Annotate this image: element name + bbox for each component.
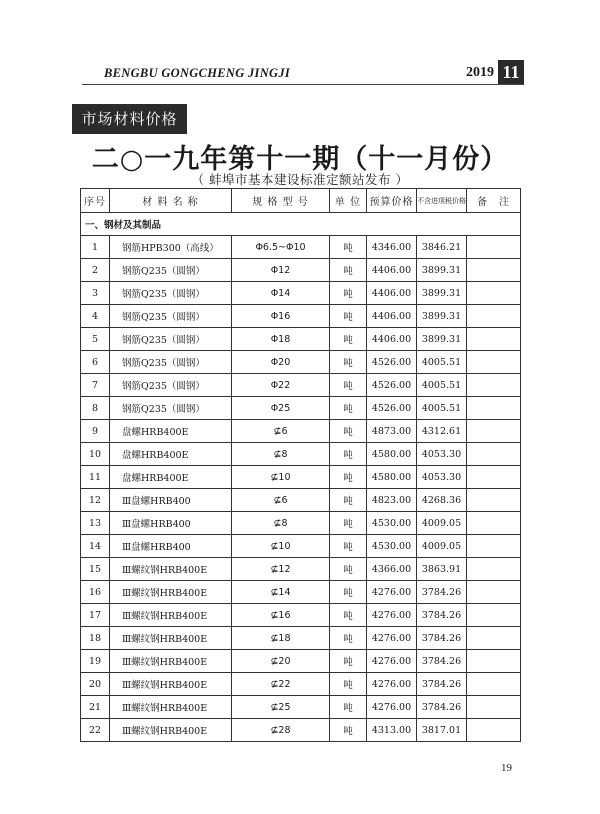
row-no: 11 <box>81 466 110 489</box>
journal-name: BENGBU GONGCHENG JINGJI <box>104 66 291 80</box>
row-note <box>467 719 521 742</box>
row-note <box>467 489 521 512</box>
row-no: 8 <box>81 397 110 420</box>
row-spec: ⊈10 <box>232 535 330 558</box>
row-net-price: 3899.31 <box>417 328 467 351</box>
row-net-price: 3784.26 <box>417 627 467 650</box>
row-unit: 吨 <box>330 673 367 696</box>
table-row <box>81 673 521 696</box>
row-net-price: 4312.61 <box>417 420 467 443</box>
row-unit: 吨 <box>330 719 367 742</box>
row-price: 4406.00 <box>367 282 417 305</box>
row-unit: 吨 <box>330 466 367 489</box>
row-price: 4406.00 <box>367 259 417 282</box>
row-no: 13 <box>81 512 110 535</box>
row-net-price: 3846.21 <box>417 236 467 259</box>
row-price: 4346.00 <box>367 236 417 259</box>
table-row <box>81 259 521 282</box>
row-note <box>467 420 521 443</box>
row-net-price: 3784.26 <box>417 581 467 604</box>
table-row <box>81 696 521 719</box>
row-name: 钢筋Q235（圆钢） <box>110 397 232 420</box>
row-name: 钢筋Q235（圆钢） <box>110 374 232 397</box>
row-spec: ⊈20 <box>232 650 330 673</box>
category-row <box>81 213 521 236</box>
col-header-price: 预算价格 <box>367 189 417 213</box>
row-net-price: 3817.01 <box>417 719 467 742</box>
row-note <box>467 443 521 466</box>
table-row <box>81 650 521 673</box>
row-no: 6 <box>81 351 110 374</box>
row-unit: 吨 <box>330 443 367 466</box>
row-price: 4580.00 <box>367 466 417 489</box>
row-unit: 吨 <box>330 374 367 397</box>
row-no: 22 <box>81 719 110 742</box>
row-unit: 吨 <box>330 305 367 328</box>
row-note <box>467 535 521 558</box>
row-no: 4 <box>81 305 110 328</box>
category-label: 一、钢材及其制品 <box>81 213 521 236</box>
row-no: 12 <box>81 489 110 512</box>
row-note <box>467 696 521 719</box>
row-price: 4526.00 <box>367 351 417 374</box>
row-unit: 吨 <box>330 420 367 443</box>
row-no: 3 <box>81 282 110 305</box>
row-name: Ⅲ螺纹钢HRB400E <box>110 673 232 696</box>
row-name: 盘螺HRB400E <box>110 420 232 443</box>
row-name: 钢筋HPB300（高线） <box>110 236 232 259</box>
row-no: 5 <box>81 328 110 351</box>
row-spec: Φ18 <box>232 328 330 351</box>
table-row <box>81 351 521 374</box>
row-name: 钢筋Q235（圆钢） <box>110 328 232 351</box>
row-net-price: 4005.51 <box>417 374 467 397</box>
row-spec: ⊈6 <box>232 420 330 443</box>
row-spec: ⊈22 <box>232 673 330 696</box>
table-row <box>81 397 521 420</box>
row-spec: ⊈28 <box>232 719 330 742</box>
row-spec: ⊈14 <box>232 581 330 604</box>
row-spec: Φ14 <box>232 282 330 305</box>
table-row <box>81 535 521 558</box>
row-name: 盘螺HRB400E <box>110 466 232 489</box>
row-name: Ⅲ螺纹钢HRB400E <box>110 581 232 604</box>
row-net-price: 3784.26 <box>417 696 467 719</box>
row-price: 4276.00 <box>367 604 417 627</box>
row-spec: ⊈25 <box>232 696 330 719</box>
running-header <box>82 60 524 84</box>
row-price: 4276.00 <box>367 627 417 650</box>
row-net-price: 4009.05 <box>417 535 467 558</box>
row-unit: 吨 <box>330 236 367 259</box>
col-header-no: 序号 <box>81 189 110 213</box>
row-price: 4276.00 <box>367 581 417 604</box>
table-row <box>81 604 521 627</box>
row-note <box>467 604 521 627</box>
row-price: 4873.00 <box>367 420 417 443</box>
row-no: 10 <box>81 443 110 466</box>
row-unit: 吨 <box>330 535 367 558</box>
row-no: 21 <box>81 696 110 719</box>
col-header-note: 备 注 <box>467 189 521 213</box>
table-header-row <box>81 189 521 213</box>
row-net-price: 4053.30 <box>417 443 467 466</box>
page-subtitle: （ 蚌埠市基本建设标准定额站发布 ） <box>191 172 409 187</box>
row-no: 16 <box>81 581 110 604</box>
row-no: 2 <box>81 259 110 282</box>
row-spec: Φ16 <box>232 305 330 328</box>
row-unit: 吨 <box>330 489 367 512</box>
table-row <box>81 627 521 650</box>
row-note <box>467 558 521 581</box>
row-unit: 吨 <box>330 328 367 351</box>
row-note <box>467 351 521 374</box>
row-name: Ⅲ螺纹钢HRB400E <box>110 627 232 650</box>
row-name: Ⅲ螺纹钢HRB400E <box>110 719 232 742</box>
row-price: 4530.00 <box>367 512 417 535</box>
row-net-price: 4005.51 <box>417 351 467 374</box>
row-no: 18 <box>81 627 110 650</box>
row-unit: 吨 <box>330 512 367 535</box>
row-price: 4366.00 <box>367 558 417 581</box>
table-row <box>81 282 521 305</box>
col-header-unit: 单 位 <box>330 189 367 213</box>
row-name: 盘螺HRB400E <box>110 443 232 466</box>
row-unit: 吨 <box>330 627 367 650</box>
page-number: 19 <box>501 762 512 774</box>
col-header-name: 材 料 名 称 <box>110 189 232 213</box>
row-spec: Φ25 <box>232 397 330 420</box>
col-header-net-price: 不含进项税价格 <box>417 189 467 213</box>
row-spec: ⊈12 <box>232 558 330 581</box>
table-row <box>81 558 521 581</box>
row-net-price: 3784.26 <box>417 604 467 627</box>
row-note <box>467 650 521 673</box>
row-price: 4276.00 <box>367 696 417 719</box>
page-title: 二○一九年第十一期（十一月份） <box>91 144 509 175</box>
row-price: 4276.00 <box>367 650 417 673</box>
row-note <box>467 627 521 650</box>
row-no: 17 <box>81 604 110 627</box>
row-note <box>467 328 521 351</box>
row-spec: ⊈10 <box>232 466 330 489</box>
table-row <box>81 466 521 489</box>
row-unit: 吨 <box>330 696 367 719</box>
row-name: Ⅲ螺纹钢HRB400E <box>110 604 232 627</box>
row-name: Ⅲ盘螺HRB400 <box>110 535 232 558</box>
row-unit: 吨 <box>330 558 367 581</box>
table-row <box>81 328 521 351</box>
row-unit: 吨 <box>330 650 367 673</box>
table-row <box>81 581 521 604</box>
row-price: 4406.00 <box>367 328 417 351</box>
row-spec: Φ22 <box>232 374 330 397</box>
row-note <box>467 397 521 420</box>
row-net-price: 3899.31 <box>417 282 467 305</box>
row-spec: Φ12 <box>232 259 330 282</box>
row-no: 7 <box>81 374 110 397</box>
row-note <box>467 374 521 397</box>
row-name: Ⅲ盘螺HRB400 <box>110 489 232 512</box>
row-no: 9 <box>81 420 110 443</box>
row-spec: ⊈16 <box>232 604 330 627</box>
table-row <box>81 719 521 742</box>
row-name: 钢筋Q235（圆钢） <box>110 282 232 305</box>
row-price: 4276.00 <box>367 673 417 696</box>
row-price: 4406.00 <box>367 305 417 328</box>
row-net-price: 4005.51 <box>417 397 467 420</box>
row-no: 1 <box>81 236 110 259</box>
row-spec: ⊈8 <box>232 512 330 535</box>
row-no: 20 <box>81 673 110 696</box>
row-name: 钢筋Q235（圆钢） <box>110 259 232 282</box>
table-row <box>81 374 521 397</box>
row-net-price: 3899.31 <box>417 259 467 282</box>
row-no: 19 <box>81 650 110 673</box>
row-net-price: 4053.30 <box>417 466 467 489</box>
row-price: 4823.00 <box>367 489 417 512</box>
row-note <box>467 259 521 282</box>
row-net-price: 4009.05 <box>417 512 467 535</box>
row-unit: 吨 <box>330 259 367 282</box>
row-price: 4530.00 <box>367 535 417 558</box>
row-net-price: 3784.26 <box>417 650 467 673</box>
row-unit: 吨 <box>330 581 367 604</box>
row-net-price: 3784.26 <box>417 673 467 696</box>
row-name: Ⅲ螺纹钢HRB400E <box>110 696 232 719</box>
row-net-price: 3863.91 <box>417 558 467 581</box>
row-spec: Φ6.5~Φ10 <box>232 236 330 259</box>
row-note <box>467 282 521 305</box>
row-net-price: 3899.31 <box>417 305 467 328</box>
row-name: Ⅲ螺纹钢HRB400E <box>110 558 232 581</box>
row-unit: 吨 <box>330 397 367 420</box>
row-note <box>467 673 521 696</box>
table-row <box>81 420 521 443</box>
row-name: Ⅲ盘螺HRB400 <box>110 512 232 535</box>
row-price: 4526.00 <box>367 397 417 420</box>
row-name: 钢筋Q235（圆钢） <box>110 351 232 374</box>
row-spec: ⊈18 <box>232 627 330 650</box>
table-row <box>81 489 521 512</box>
col-header-spec: 规 格 型 号 <box>232 189 330 213</box>
header-rule <box>82 84 524 85</box>
row-net-price: 4268.36 <box>417 489 467 512</box>
row-unit: 吨 <box>330 282 367 305</box>
row-note <box>467 466 521 489</box>
row-note <box>467 236 521 259</box>
row-name: Ⅲ螺纹钢HRB400E <box>110 650 232 673</box>
section-badge: 市场材料价格 <box>72 104 187 134</box>
table-row <box>81 236 521 259</box>
table-row <box>81 305 521 328</box>
row-note <box>467 305 521 328</box>
row-price: 4526.00 <box>367 374 417 397</box>
price-table <box>80 188 521 742</box>
row-spec: ⊈8 <box>232 443 330 466</box>
row-name: 钢筋Q235（圆钢） <box>110 305 232 328</box>
issue-number-box: 11 <box>498 60 524 84</box>
table-row <box>81 512 521 535</box>
row-unit: 吨 <box>330 351 367 374</box>
row-price: 4580.00 <box>367 443 417 466</box>
table-row <box>81 443 521 466</box>
row-no: 14 <box>81 535 110 558</box>
issue-year: 2019 <box>466 65 494 80</box>
row-note <box>467 512 521 535</box>
row-no: 15 <box>81 558 110 581</box>
row-note <box>467 581 521 604</box>
row-unit: 吨 <box>330 604 367 627</box>
row-spec: ⊈6 <box>232 489 330 512</box>
row-spec: Φ20 <box>232 351 330 374</box>
row-price: 4313.00 <box>367 719 417 742</box>
